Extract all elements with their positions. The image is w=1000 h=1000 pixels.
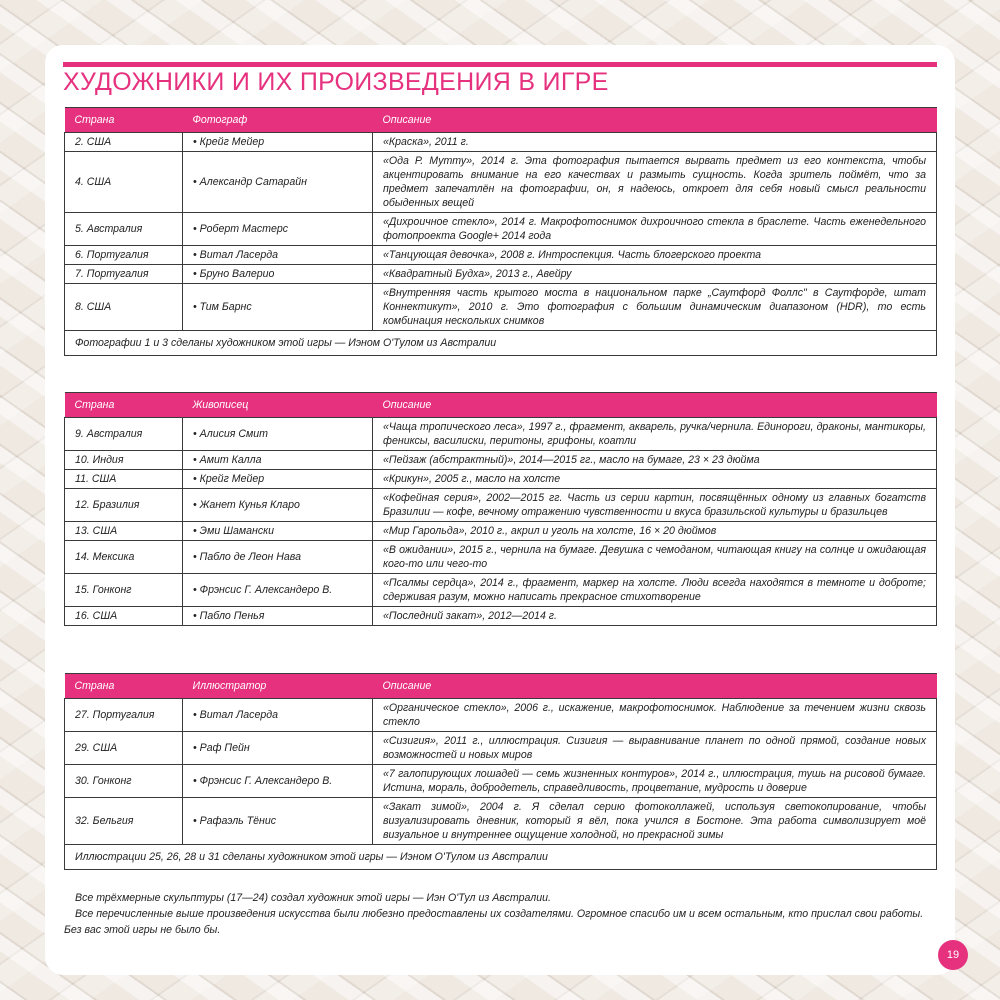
description-cell: «Псалмы сердца», 2014 г., фрагмент, маркер на холсте. Люди всегда находятся в темноте и доброте; сдерживая разум, можно написать прекрасное стихотворение <box>373 574 937 607</box>
author-cell: • Амит Калла <box>183 451 373 470</box>
country-cell: 6. Португалия <box>65 246 183 265</box>
table-note-row <box>65 331 937 356</box>
description-cell: «Кофейная серия», 2002—2015 гг. Часть из серии картин, посвящённых одному из главных богатств Бразилии — кофе, вечному отражению чувственности и вкуса бразильской культуры и бразильцев <box>373 489 937 522</box>
page-title: ХУДОЖНИКИ И ИХ ПРОИЗВЕДЕНИЯ В ИГРЕ <box>63 68 609 96</box>
table-note-row <box>65 845 937 870</box>
description-cell: «Мир Гарольда», 2010 г., акрил и уголь на холсте, 16 × 20 дюймов <box>373 522 937 541</box>
illustrators-table <box>64 673 937 870</box>
country-cell: 12. Бразилия <box>65 489 183 522</box>
table-row <box>65 765 937 798</box>
author-cell: • Витал Ласерда <box>183 699 373 732</box>
author-cell: • Алисия Смит <box>183 418 373 451</box>
country-cell: 4. США <box>65 152 183 213</box>
footer-notes <box>64 890 938 938</box>
column-header-description: Описание <box>373 108 937 133</box>
column-header-description: Описание <box>373 393 937 418</box>
description-cell: «Органическое стекло», 2006 г., искажение, макрофотоснимок. Наблюдение за течением жизни сквозь стекло <box>373 699 937 732</box>
description-cell: «Крикун», 2005 г., масло на холсте <box>373 470 937 489</box>
author-cell: • Жанет Кунья Кларо <box>183 489 373 522</box>
column-header-author: Иллюстратор <box>183 674 373 699</box>
country-cell: 7. Португалия <box>65 265 183 284</box>
table-header-row <box>65 393 937 418</box>
column-header-country: Страна <box>65 108 183 133</box>
author-cell: • Бруно Валерио <box>183 265 373 284</box>
country-cell: 30. Гонконг <box>65 765 183 798</box>
table-row <box>65 152 937 213</box>
author-cell: • Александр Сатарайн <box>183 152 373 213</box>
description-cell: «Дихроичное стекло», 2014 г. Макрофотоснимок дихроичного стекла в браслете. Часть еженедельного фотопроекта Google+ 2014 года <box>373 213 937 246</box>
description-cell: «7 галопирующих лошадей — семь жизненных контуров», 2014 г., иллюстрация, тушь на рисовой бумаге. Истина, мораль, добродетель, справедливость, процветание, мудрость и доверие <box>373 765 937 798</box>
country-cell: 2. США <box>65 133 183 152</box>
description-cell: «Танцующая девочка», 2008 г. Интроспекция. Часть блогерского проекта <box>373 246 937 265</box>
table-header-row <box>65 108 937 133</box>
table-header-row <box>65 674 937 699</box>
painters-table <box>64 392 937 626</box>
column-header-author: Живописец <box>183 393 373 418</box>
description-cell: «В ожидании», 2015 г., чернила на бумаге. Девушка с чемоданом, читающая книгу на солнце и ожидающая кого-то или чего-то <box>373 541 937 574</box>
country-cell: 13. США <box>65 522 183 541</box>
table-row <box>65 284 937 331</box>
author-cell: • Фрэнсис Г. Александеро В. <box>183 765 373 798</box>
country-cell: 8. США <box>65 284 183 331</box>
country-cell: 27. Португалия <box>65 699 183 732</box>
description-cell: «Сизигия», 2011 г., иллюстрация. Сизигия — выравнивание планет по одной прямой, создание новых возможностей и новых миров <box>373 732 937 765</box>
author-cell: • Крейг Мейер <box>183 133 373 152</box>
table-row <box>65 522 937 541</box>
title-rule <box>63 62 937 67</box>
description-cell: «Квадратный Будха», 2013 г., Авейру <box>373 265 937 284</box>
table-row <box>65 607 937 626</box>
author-cell: • Пабло Пенья <box>183 607 373 626</box>
table-row <box>65 574 937 607</box>
author-cell: • Витал Ласерда <box>183 246 373 265</box>
footer-note-sculptures: Все трёхмерные скульптуры (17—24) создал художник этой игры — Иэн О'Тул из Австралии. <box>75 892 551 904</box>
author-cell: • Рафаэль Тёнис <box>183 798 373 845</box>
country-cell: 32. Бельгия <box>65 798 183 845</box>
country-cell: 16. США <box>65 607 183 626</box>
author-cell: • Эми Шамански <box>183 522 373 541</box>
table-row <box>65 133 937 152</box>
footer-note-thanks: Все перечисленные выше произведения искусства были любезно предоставлены их создателями. Огромное спасибо им и всем остальным, кто прислал свои работы. Без вас этой игры не было бы. <box>64 908 924 936</box>
table-row <box>65 541 937 574</box>
column-header-author: Фотограф <box>183 108 373 133</box>
author-cell: • Пабло де Леон Нава <box>183 541 373 574</box>
column-header-country: Страна <box>65 393 183 418</box>
description-cell: «Внутренняя часть крытого моста в национальном парке „Саутфорд Фоллс" в Саутфорде, штат Коннектикут», 2010 г. Это фотография с большим динамическим диапазоном (HDR), то есть комбинация нескольких снимков <box>373 284 937 331</box>
author-cell: • Роберт Мастерс <box>183 213 373 246</box>
country-cell: 5. Австралия <box>65 213 183 246</box>
description-cell: «Закат зимой», 2004 г. Я сделал серию фотоколлажей, используя светокопирование, чтобы визуализировать дневник, который я вёл, пока учился в Бостоне. Эта работа символизирует моё визуальное и внутреннее ощущение холодной, но прекрасной зимы <box>373 798 937 845</box>
table-note: Фотографии 1 и 3 сделаны художником этой игры — Иэном О'Тулом из Австралии <box>65 331 937 356</box>
page-number-badge: 19 <box>938 940 968 970</box>
country-cell: 10. Индия <box>65 451 183 470</box>
description-cell: «Последний закат», 2012—2014 г. <box>373 607 937 626</box>
author-cell: • Раф Пейн <box>183 732 373 765</box>
author-cell: • Фрэнсис Г. Александеро В. <box>183 574 373 607</box>
photographers-table <box>64 107 937 356</box>
description-cell: «Пейзаж (абстрактный)», 2014—2015 гг., масло на бумаге, 23 × 23 дюйма <box>373 451 937 470</box>
column-header-description: Описание <box>373 674 937 699</box>
table-row <box>65 418 937 451</box>
column-header-country: Страна <box>65 674 183 699</box>
country-cell: 14. Мексика <box>65 541 183 574</box>
table-row <box>65 213 937 246</box>
table-row <box>65 265 937 284</box>
table-row <box>65 732 937 765</box>
country-cell: 11. США <box>65 470 183 489</box>
country-cell: 15. Гонконг <box>65 574 183 607</box>
table-row <box>65 699 937 732</box>
table-row <box>65 470 937 489</box>
country-cell: 29. США <box>65 732 183 765</box>
table-row <box>65 246 937 265</box>
table-note: Иллюстрации 25, 26, 28 и 31 сделаны художником этой игры — Иэном О'Тулом из Австралии <box>65 845 937 870</box>
description-cell: «Ода Р. Мутту», 2014 г. Эта фотография пытается вырвать предмет из его контекста, чтобы акцентировать внимание на его качествах и размыть сущность. Когда зритель поймёт, что за предмет запечатлён на фотографии, он, я надеюсь, откроет для себя новый смысл реальности обыденных вещей <box>373 152 937 213</box>
description-cell: «Чаща тропического леса», 1997 г., фрагмент, акварель, ручка/чернила. Единороги, драконы, мантикоры, фениксы, василиски, перитоны, грифоны, коатли <box>373 418 937 451</box>
table-row <box>65 798 937 845</box>
author-cell: • Тим Барнс <box>183 284 373 331</box>
author-cell: • Крейг Мейер <box>183 470 373 489</box>
table-row <box>65 451 937 470</box>
description-cell: «Краска», 2011 г. <box>373 133 937 152</box>
country-cell: 9. Австралия <box>65 418 183 451</box>
table-row <box>65 489 937 522</box>
